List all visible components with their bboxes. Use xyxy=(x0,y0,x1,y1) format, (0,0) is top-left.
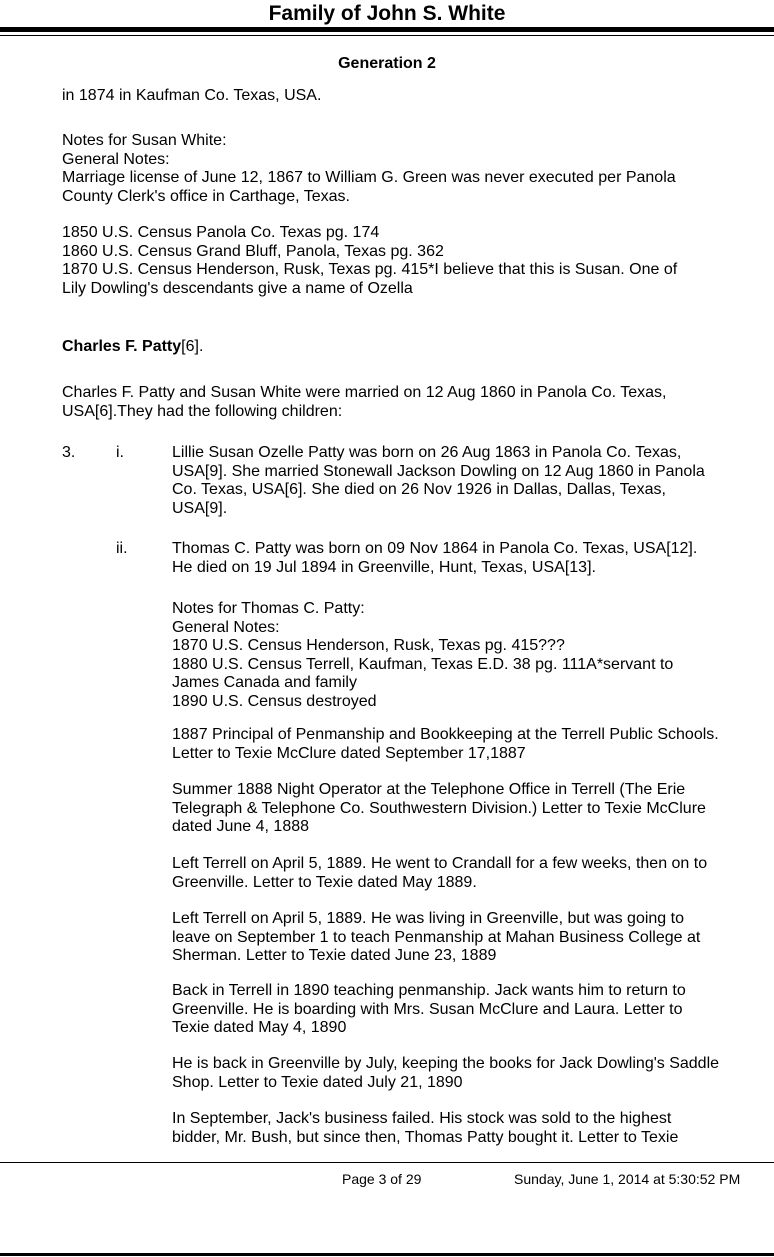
spouse-ref: [6]. xyxy=(181,338,204,355)
notes-susan: Notes for Susan White: General Notes: Marriage license of June 12, 1867 to William G. Green was never executed per Panola County Clerk's office in Carthage, Texas. xyxy=(62,132,676,205)
notes-thomas-paragraph: He is back in Greenville by July, keeping the books for Jack Dowling's Saddle Shop. Letter to Texie dated July 21, 1890 xyxy=(172,1055,720,1091)
child-roman: ii. xyxy=(116,540,128,557)
header-rule xyxy=(0,27,774,32)
paragraph-continuation: in 1874 in Kaufman Co. Texas, USA. xyxy=(62,87,322,104)
child-entry: Lillie Susan Ozelle Patty was born on 26 Aug 1863 in Panola Co. Texas, USA[9]. She married Stonewall Jackson Dowling on 12 Aug 1860 in Panola Co. Texas, USA[6]. She died on 26 Nov 1926 in Dallas, Dallas, Texas, USA[9]. xyxy=(172,444,705,517)
notes-thomas-paragraph: Left Terrell on April 5, 1889. He went to Crandall for a few weeks, then on to Greenville. Letter to Texie dated May 1889. xyxy=(172,855,708,891)
spouse-line xyxy=(62,338,203,357)
child-number: 3. xyxy=(62,444,76,461)
bottom-rule xyxy=(0,1253,774,1256)
page-number: Page 3 of 29 xyxy=(342,1171,422,1187)
notes-thomas-paragraph: Notes for Thomas C. Patty: General Notes: 1870 U.S. Census Henderson, Rusk, Texas pg. 415??? 1880 U.S. Census Terrell, Kaufman, Texas E.D. 38 pg. 111A*servant to James Canada and family 1890 U.S. Census destroyed xyxy=(172,600,674,710)
census-susan: 1850 U.S. Census Panola Co. Texas pg. 174 1860 U.S. Census Grand Bluff, Panola, Texas pg. 362 1870 U.S. Census Henderson, Rusk, Texas pg. 415*I believe that this is Susan. One of Lily Dowling's descendants give a name of Ozella xyxy=(62,224,678,297)
notes-thomas-paragraph: 1887 Principal of Penmanship and Bookkeeping at the Terrell Public Schools. Letter to Texie McClure dated September 17,1887 xyxy=(172,726,719,762)
child-roman: i. xyxy=(116,444,124,461)
marriage-paragraph: Charles F. Patty and Susan White were married on 12 Aug 1860 in Panola Co. Texas, USA[6].They had the following children: xyxy=(62,384,667,420)
print-date: Sunday, June 1, 2014 at 5:30:52 PM xyxy=(514,1171,741,1187)
spouse-name: Charles F. Patty xyxy=(62,338,182,355)
notes-thomas-paragraph: In September, Jack's business failed. His stock was sold to the highest bidder, Mr. Bush, but since then, Thomas Patty bought it. Letter to Texie xyxy=(172,1110,679,1146)
child-entry: Thomas C. Patty was born on 09 Nov 1864 in Panola Co. Texas, USA[12]. He died on 19 Jul 1894 in Greenville, Hunt, Texas, USA[13]. xyxy=(172,540,698,576)
notes-thomas-paragraph: Back in Terrell in 1890 teaching penmanship. Jack wants him to return to Greenville. He is boarding with Mrs. Susan McClure and Laura. Letter to Texie dated May 4, 1890 xyxy=(172,982,686,1036)
document-title: Family of John S. White xyxy=(268,2,506,25)
footer-rule xyxy=(0,1162,774,1163)
generation-heading: Generation 2 xyxy=(338,55,436,72)
header-rule-thin xyxy=(0,35,774,36)
notes-thomas-paragraph: Left Terrell on April 5, 1889. He was living in Greenville, but was going to leave on September 1 to teach Penmanship at Mahan Business College at Sherman. Letter to Texie dated June 23, 1889 xyxy=(172,910,701,964)
notes-thomas-paragraph: Summer 1888 Night Operator at the Telephone Office in Terrell (The Erie Telegraph & Telephone Co. Southwestern Division.) Letter to Texie McClure dated June 4, 1888 xyxy=(172,781,706,835)
